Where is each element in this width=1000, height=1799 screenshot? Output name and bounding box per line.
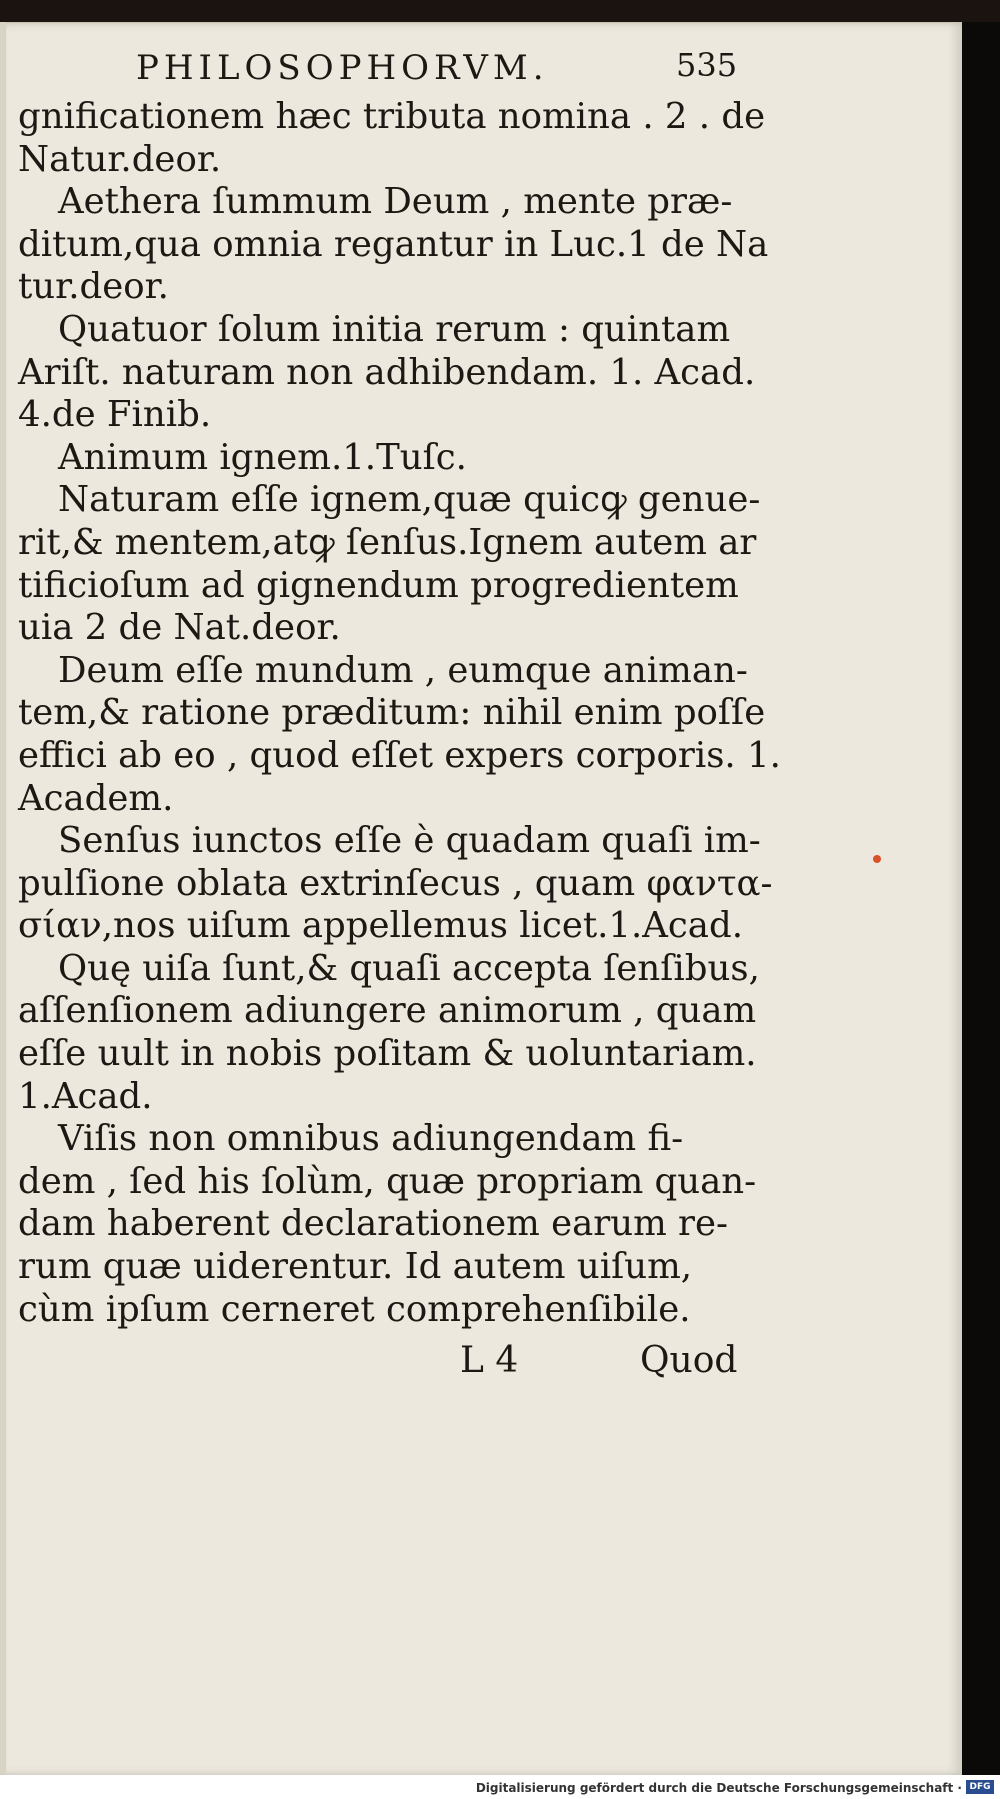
digitization-credit-bar [0,1775,1000,1799]
text-line: Academ. [18,777,174,819]
signature-mark: L 4 [460,1340,519,1381]
text-line: Deum eſſe mundum , eumque animan- [58,649,748,691]
text-line: Natur.deor. [18,138,222,180]
digitization-credit: Digitalisierung gefördert durch die Deutsche Forschungsgemeinschaft · [475,1781,962,1795]
text-line: tur.deor. [18,266,169,308]
text-line: Aethera ſummum Deum , mente præ- [58,181,733,223]
text-line: Quatuor ſolum initia rerum : quintam [58,308,731,350]
book-top-edge [0,0,1000,22]
running-head: PHILOSOPHORVM. [136,48,549,88]
text-line: Animum ignem.1.Tuſc. [58,436,467,478]
text-line: gnificationem hæc tributa nomina . 2 . de [18,96,766,137]
text-line: pulſione oblata extrinſecus , quam φαντα- [18,862,773,904]
text-line: aſſenſionem adiungere animorum , quam [18,990,757,1032]
text-line: effici ab eo , quod eſſet expers corporis. 1. [18,734,781,776]
text-line: σίαν,nos uiſum appellemus licet.1.Acad. [18,905,743,947]
text-line: dem , ſed his ſolùm, quæ propriam quan- [18,1160,757,1202]
text-line: rit,& mentem,atꝙ ſenſus.Ignem autem ar [18,521,757,563]
text-line: tem,& ratione præditum: nihil enim poſſe [18,692,766,734]
text-line: eſſe uult in nobis poſitam & uoluntariam. [18,1033,757,1075]
text-line: tificioſum ad gignendum progredientem [18,564,739,606]
catchword: Quod [640,1340,738,1381]
dfg-logo-icon: DFG [966,1780,994,1794]
page-number: 535 [676,46,738,84]
text-line: dam haberent declarationem earum re- [18,1203,728,1245]
page-gutter [0,22,6,1774]
text-line: Ariſt. naturam non adhibendam. 1. Acad. [18,351,756,393]
page-footer [460,1340,760,1386]
text-line: uia 2 de Nat.deor. [18,607,341,649]
text-line: cùm ipſum cerneret comprehenſibile. [18,1288,691,1330]
text-line: Naturam eſſe ignem,quæ quicꝙ genue- [58,479,761,521]
ink-spot [873,855,881,863]
text-line: 4.de Finib. [18,394,212,436]
body-text [18,96,781,1331]
page-header [136,48,736,98]
text-line: Senſus iunctos eſſe è quadam quaſi im- [58,820,761,862]
text-line: Quę uiſa ſunt,& quaſi accepta ſenſibus, [58,947,760,989]
text-line: Viſis non omnibus adiungendam fi- [58,1118,684,1160]
text-line: 1.Acad. [18,1075,153,1117]
text-line: ditum,qua omnia regantur in Luc.1 de Na [18,223,769,265]
text-line: rum quæ uiderentur. Id autem uiſum, [18,1246,693,1288]
